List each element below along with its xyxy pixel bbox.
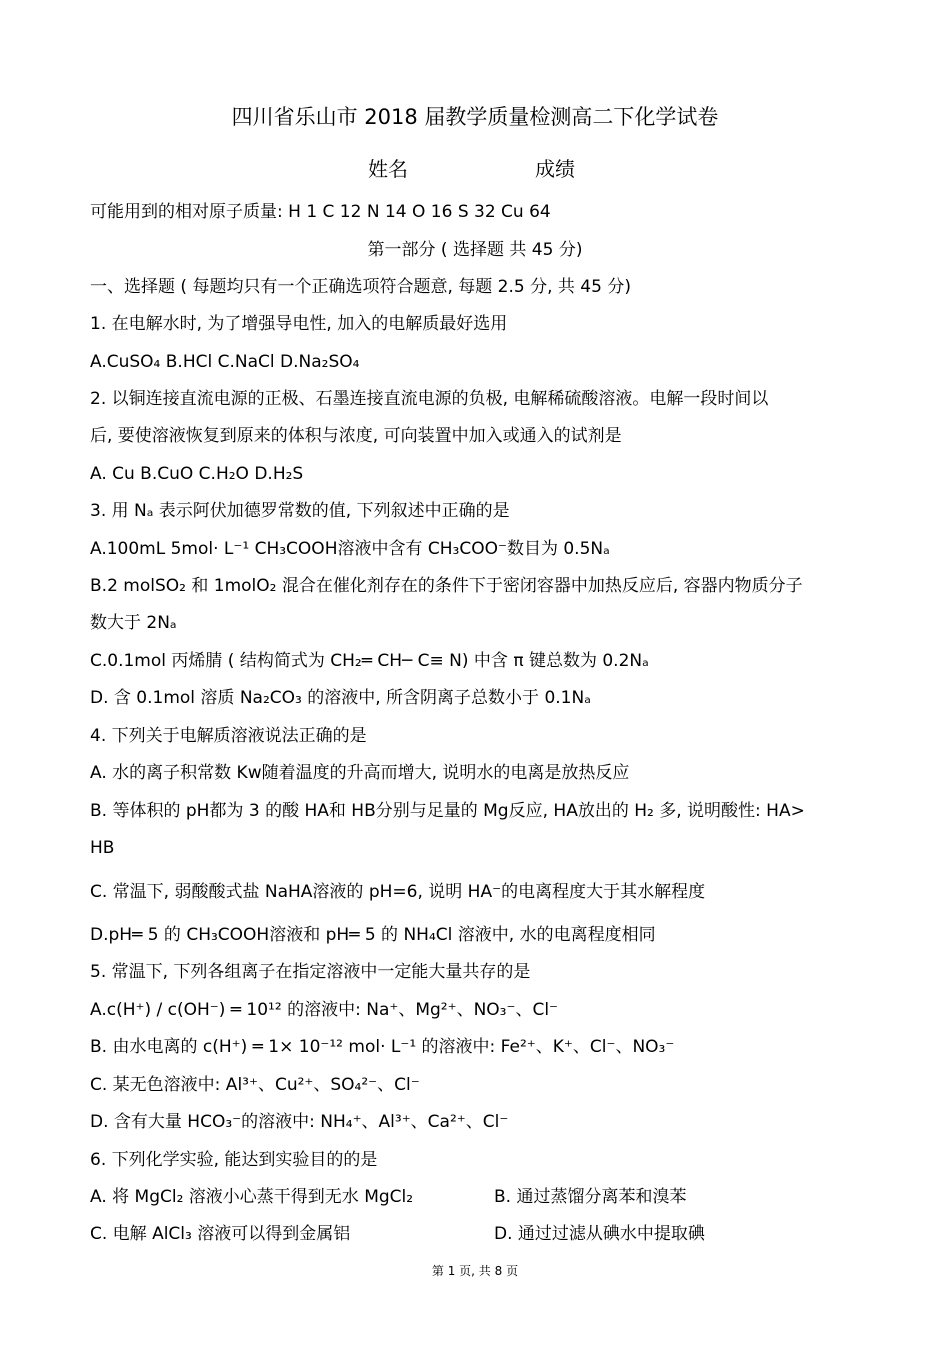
q5-option-a: A.c(H⁺) / c(OH⁻) ═ 10¹² 的溶液中: Na⁺、Mg²⁺、NO₃⁻、Cl⁻ xyxy=(90,1000,559,1020)
section1-heading: 一、选择题 ( 每题均只有一个正确选项符合题意, 每题 2.5 分, 共 45 分) xyxy=(90,277,631,297)
q3-option-b-line1: B.2 molSO₂ 和 1molO₂ 混合在催化剂存在的条件下于密闭容器中加热反应后, 容器内物质分子 xyxy=(90,576,803,596)
q4-option-d: D.pH═ 5 的 CH₃COOH溶液和 pH═ 5 的 NH₄Cl 溶液中, 水的电离程度相同 xyxy=(90,925,656,945)
page-footer: 第 1 页, 共 8 页 xyxy=(431,1264,519,1278)
name-score-row xyxy=(0,153,950,183)
q3-stem: 3. 用 Nₐ 表示阿伏加德罗常数的值, 下列叙述中正确的是 xyxy=(90,501,510,521)
q2-options: A. Cu B.CuO C.H₂O D.H₂S xyxy=(90,464,304,484)
q5-option-c: C. 某无色溶液中: Al³⁺、Cu²⁺、SO₄²⁻、Cl⁻ xyxy=(90,1075,420,1095)
q5-stem: 5. 常温下, 下列各组离子在指定溶液中一定能大量共存的是 xyxy=(90,962,531,982)
q4-option-a: A. 水的离子积常数 Kw随着温度的升高而增大, 说明水的电离是放热反应 xyxy=(90,763,630,783)
q2-stem-line1: 2. 以铜连接直流电源的正极、石墨连接直流电源的负极, 电解稀硫酸溶液。电解一段时间以 xyxy=(90,389,769,409)
q1-options: A.CuSO₄ B.HCl C.NaCl D.Na₂SO₄ xyxy=(90,352,360,372)
score-label: 成绩 xyxy=(535,157,575,181)
q4-option-b-line2: HB xyxy=(90,838,115,858)
q1-stem: 1. 在电解水时, 为了增强导电性, 加入的电解质最好选用 xyxy=(90,314,508,334)
q3-option-b-line2: 数大于 2Nₐ xyxy=(90,613,177,633)
name-label: 姓名 xyxy=(368,157,408,181)
q4-option-c: C. 常温下, 弱酸酸式盐 NaHA溶液的 pH=6, 说明 HA⁻的电离程度大于其水解程度 xyxy=(90,882,706,902)
q6-stem: 6. 下列化学实验, 能达到实验目的的是 xyxy=(90,1150,378,1170)
q2-stem-line2: 后, 要使溶液恢复到原来的体积与浓度, 可向装置中加入或通入的试剂是 xyxy=(90,426,622,446)
q6-option-a: A. 将 MgCl₂ 溶液小心蒸干得到无水 MgCl₂ xyxy=(90,1187,414,1207)
q3-option-a: A.100mL 5mol· L⁻¹ CH₃COOH溶液中含有 CH₃COO⁻数目为 0.5Nₐ xyxy=(90,539,610,559)
q3-option-d: D. 含 0.1mol 溶质 Na₂CO₃ 的溶液中, 所含阴离子总数小于 0.1Nₐ xyxy=(90,688,591,708)
q6-option-b: B. 通过蒸馏分离苯和溴苯 xyxy=(494,1187,687,1207)
q4-stem: 4. 下列关于电解质溶液说法正确的是 xyxy=(90,726,367,746)
q5-option-b: B. 由水电离的 c(H⁺) ═ 1× 10⁻¹² mol· L⁻¹ 的溶液中: Fe²⁺、K⁺、Cl⁻、NO₃⁻ xyxy=(90,1037,675,1057)
q3-option-c: C.0.1mol 丙烯腈 ( 结构简式为 CH₂═ CH─ C≡ N) 中含 π 键总数为 0.2Nₐ xyxy=(90,651,649,671)
q6-option-d: D. 通过过滤从碘水中提取碘 xyxy=(494,1224,705,1244)
part1-heading: 第一部分 ( 选择题 共 45 分) xyxy=(367,240,583,260)
q4-option-b-line1: B. 等体积的 pH都为 3 的酸 HA和 HB分别与足量的 Mg反应, HA放出的 H₂ 多, 说明酸性: HA> xyxy=(90,801,805,821)
exam-title: 四川省乐山市 2018 届教学质量检测高二下化学试卷 xyxy=(231,105,719,129)
atomic-masses: 可能用到的相对原子质量: H 1 C 12 N 14 O 16 S 32 Cu 64 xyxy=(90,202,551,222)
q5-option-d: D. 含有大量 HCO₃⁻的溶液中: NH₄⁺、Al³⁺、Ca²⁺、Cl⁻ xyxy=(90,1112,509,1132)
q6-option-c: C. 电解 AlCl₃ 溶液可以得到金属铝 xyxy=(90,1224,351,1244)
